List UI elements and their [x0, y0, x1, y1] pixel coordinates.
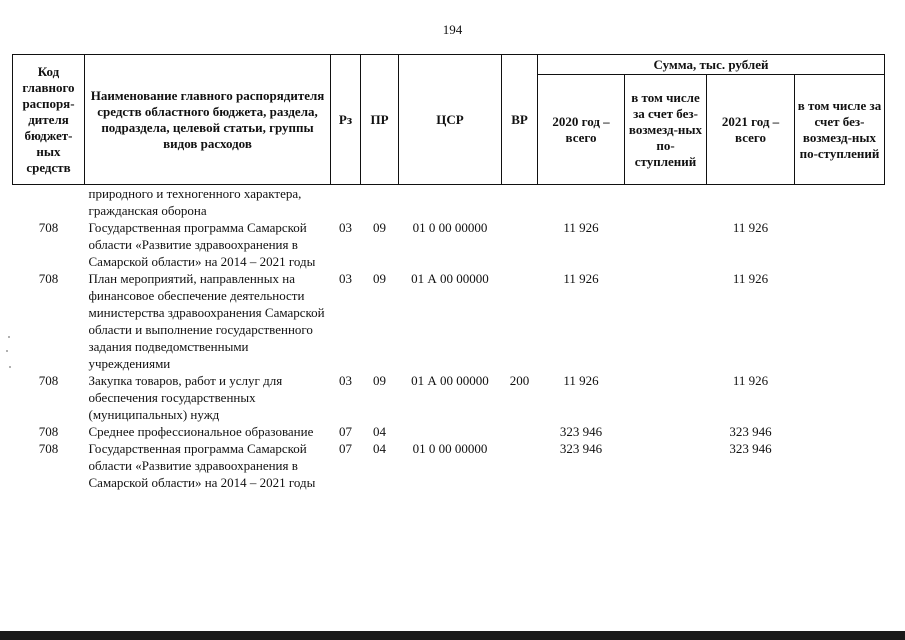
- row-2020-free: [625, 270, 707, 372]
- table-row: [13, 219, 885, 270]
- row-2020-total: 11 926: [563, 373, 599, 388]
- row-2021-free: [795, 270, 885, 372]
- row-2021-total: 323 946: [729, 424, 772, 439]
- row-code: 708: [38, 220, 59, 235]
- row-code: 708: [38, 424, 59, 439]
- row-rz: 03: [339, 373, 352, 388]
- page-number: 194: [442, 22, 463, 37]
- row-2021-total: 323 946: [729, 441, 772, 456]
- row-code: 708: [38, 271, 59, 286]
- row-pr: 04: [373, 441, 386, 456]
- row-name: Среднее профессиональное образование: [88, 424, 314, 439]
- row-code: 708: [38, 373, 59, 388]
- row-name: Государственная программа Самарской области «Развитие здравоохранения в Самарской области» на 2014 – 2021 годы: [88, 441, 316, 490]
- header-sum-group: Сумма, тыс. рублей: [538, 55, 885, 75]
- row-pr: 09: [373, 220, 386, 235]
- row-rz: 03: [339, 220, 352, 235]
- row-rz: 07: [339, 441, 352, 456]
- row-2020-total: 11 926: [563, 271, 599, 286]
- row-csr: [399, 423, 502, 440]
- row-2020-free: [625, 219, 707, 270]
- bottom-edge-shadow: [0, 631, 905, 640]
- header-code: Код главного распоря-дителя бюджет-ных средств: [13, 55, 85, 185]
- row-2021-free: [795, 372, 885, 423]
- header-2020-total: 2020 год – всего: [538, 75, 625, 185]
- row-vr: [502, 423, 538, 440]
- row-2021-total: 11 926: [732, 271, 769, 286]
- header-csr: ЦСР: [399, 55, 502, 185]
- row-name: План мероприятий, направленных на финансовое обеспечение деятельности министерства здравоохранения Самарской области и выполнение государственного задания подведомственными учреждениями: [88, 271, 325, 371]
- table-body: [13, 185, 885, 492]
- header-rz: Рз: [331, 55, 361, 185]
- row-2021-free: [795, 440, 885, 491]
- row-pr: 04: [373, 424, 386, 439]
- row-name: Государственная программа Самарской области «Развитие здравоохранения в Самарской области» на 2014 – 2021 годы: [88, 220, 316, 269]
- row-2020-free: [625, 423, 707, 440]
- row-csr: 01 0 00 00000: [412, 220, 488, 235]
- row-csr: 01 А 00 00000: [411, 373, 489, 388]
- table-row: [13, 185, 885, 220]
- row-name: природного и техногенного характера, гражданская оборона: [88, 186, 302, 218]
- row-code: 708: [38, 441, 59, 456]
- row-2021-free: [795, 423, 885, 440]
- table-row: [13, 372, 885, 423]
- table-row: [13, 440, 885, 491]
- scan-specks: [6, 336, 12, 376]
- row-rz: 07: [339, 424, 352, 439]
- row-2021-total: 11 926: [732, 220, 769, 235]
- row-pr: 09: [373, 373, 386, 388]
- row-2020-total: 323 946: [559, 441, 603, 456]
- row-vr: [502, 219, 538, 270]
- row-csr: 01 0 00 00000: [412, 441, 488, 456]
- header-2021-total: 2021 год – всего: [707, 75, 795, 185]
- table-row: [13, 270, 885, 372]
- table-header: [13, 55, 885, 185]
- header-vr: ВР: [502, 55, 538, 185]
- row-rz: 03: [339, 271, 352, 286]
- header-pr: ПР: [361, 55, 399, 185]
- header-2020-free: в том числе за счет без-возмезд-ных по-ступлений: [625, 75, 707, 185]
- row-vr: 200: [509, 373, 530, 388]
- row-2021-free: [795, 219, 885, 270]
- row-2020-total: 11 926: [563, 220, 599, 235]
- row-2020-free: [625, 372, 707, 423]
- row-vr: [502, 440, 538, 491]
- row-2020-free: [625, 440, 707, 491]
- row-pr: 09: [373, 271, 386, 286]
- row-2021-total: 11 926: [732, 373, 769, 388]
- budget-table: [12, 54, 885, 491]
- row-2020-total: 323 946: [559, 424, 603, 439]
- header-name: Наименование главного распорядителя средств областного бюджета, раздела, подраздела, целевой статьи, группы видов расходов: [85, 55, 331, 185]
- row-csr: 01 А 00 00000: [411, 271, 489, 286]
- header-2021-free: в том числе за счет без-возмезд-ных по-ступлений: [795, 75, 885, 185]
- table-row: [13, 423, 885, 440]
- row-vr: [502, 270, 538, 372]
- row-name: Закупка товаров, работ и услуг для обеспечения государственных (муниципальных) нужд: [88, 373, 283, 422]
